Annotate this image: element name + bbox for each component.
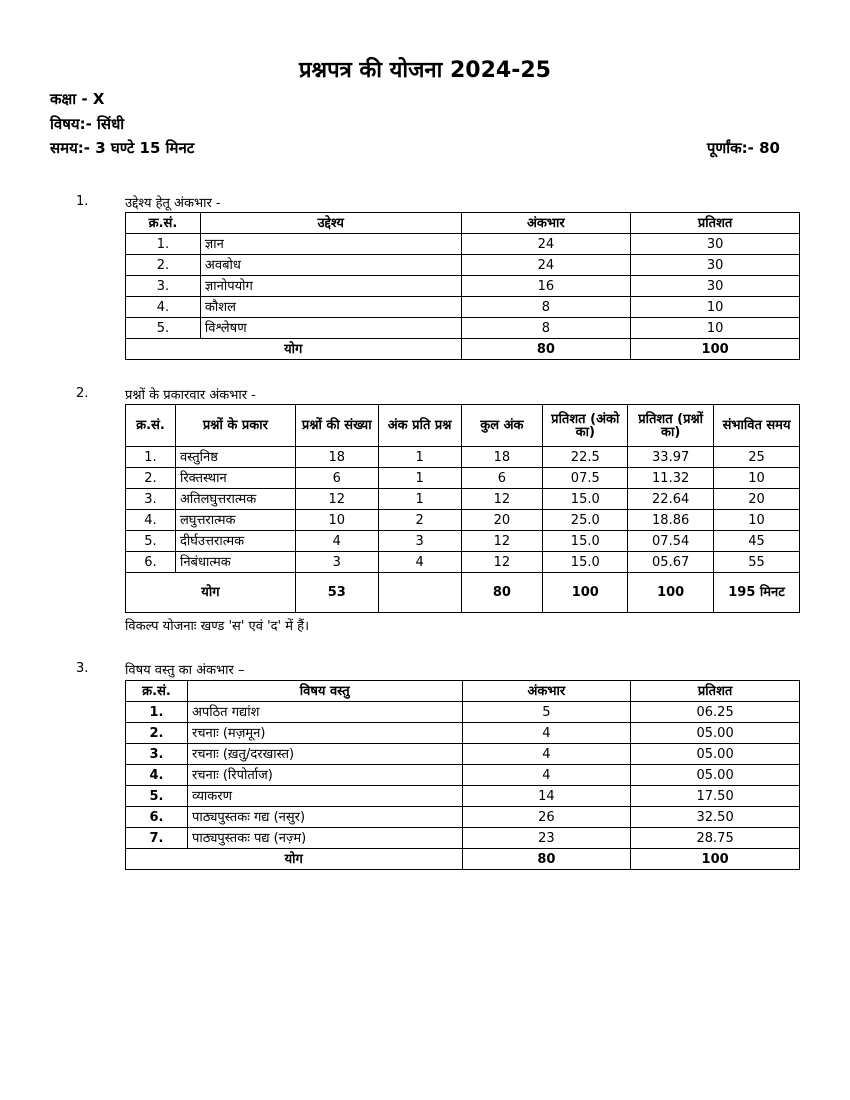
table-cell: रचनाः (रिपोर्ताज) <box>187 765 462 786</box>
table-cell: 20 <box>461 510 543 531</box>
table-cell: 4 <box>462 765 631 786</box>
table-row <box>126 828 800 849</box>
table-cell <box>378 573 461 613</box>
total-label: योग <box>126 339 462 360</box>
table-cell: 10 <box>295 510 378 531</box>
section1-title: उद्देश्य हेतू अंकभार - <box>125 196 221 211</box>
table-header-row <box>126 405 800 447</box>
table-cell: ज्ञानोपयोग <box>200 276 461 297</box>
table-cell: 05.00 <box>631 765 800 786</box>
table-cell: 15.0 <box>543 531 628 552</box>
objective-weightage-table <box>125 212 800 360</box>
table-row <box>126 489 800 510</box>
table-cell: 100 <box>628 573 714 613</box>
table-row <box>126 765 800 786</box>
table-cell: 2. <box>126 468 176 489</box>
table-cell: ज्ञान <box>200 234 461 255</box>
table-cell: पाठ्यपुस्तकः पद्य (नज़्म) <box>187 828 462 849</box>
section3-number: 3. <box>76 661 89 676</box>
table-cell: 53 <box>295 573 378 613</box>
table-cell: 25 <box>714 447 800 468</box>
table-cell: 30 <box>631 276 800 297</box>
column-header: अंकभार <box>462 681 631 702</box>
subject-line: विषय:- सिंधी <box>50 115 125 133</box>
table-cell: 5 <box>462 702 631 723</box>
table-cell: 1 <box>378 468 461 489</box>
table-cell: 22.5 <box>543 447 628 468</box>
table-cell: विश्लेषण <box>200 318 461 339</box>
table-row <box>126 468 800 489</box>
table-cell: 1. <box>126 447 176 468</box>
table-cell: 3 <box>295 552 378 573</box>
table-cell: 10 <box>714 468 800 489</box>
table-row <box>126 807 800 828</box>
table-cell: 5. <box>126 531 176 552</box>
table-cell: रचनाः (ख़तु/दरखास्त) <box>187 744 462 765</box>
table-cell: 80 <box>461 573 543 613</box>
table-cell: 17.50 <box>631 786 800 807</box>
table-cell: 18.86 <box>628 510 714 531</box>
table-cell: निबंधात्मक <box>175 552 295 573</box>
table-cell: 07.5 <box>543 468 628 489</box>
column-header: संभावित समय <box>714 405 800 447</box>
column-header: कुल अंक <box>461 405 543 447</box>
section1-number: 1. <box>76 194 89 209</box>
table-cell: 3. <box>126 276 201 297</box>
table-cell: 4 <box>462 723 631 744</box>
column-header: प्रतिशत (अंको का) <box>543 405 628 447</box>
table-cell: 16 <box>461 276 631 297</box>
table-cell: 28.75 <box>631 828 800 849</box>
column-header: विषय वस्तु <box>187 681 462 702</box>
column-header: प्रश्नों के प्रकार <box>175 405 295 447</box>
table-cell: 8 <box>461 318 631 339</box>
table-cell: 32.50 <box>631 807 800 828</box>
table-cell: 4 <box>378 552 461 573</box>
table-total-row <box>126 339 800 360</box>
total-label: योग <box>126 573 296 613</box>
table-cell: 15.0 <box>543 489 628 510</box>
table-header-row <box>126 681 800 702</box>
table-row <box>126 723 800 744</box>
table-cell: 14 <box>462 786 631 807</box>
column-header: क्र.सं. <box>126 213 201 234</box>
class-line: कक्षा - X <box>50 90 105 108</box>
table-cell: 24 <box>461 234 631 255</box>
table-cell: वस्तुनिष्ठ <box>175 447 295 468</box>
table-cell: 20 <box>714 489 800 510</box>
table-header-row <box>126 213 800 234</box>
table-cell: 18 <box>295 447 378 468</box>
table-row <box>126 276 800 297</box>
table-cell: 23 <box>462 828 631 849</box>
page-title: प्रश्नपत्र की योजना 2024-25 <box>299 58 551 83</box>
table-cell: पाठ्यपुस्तकः गद्य (नसुर) <box>187 807 462 828</box>
table-cell: 5. <box>126 786 188 807</box>
table-cell: 15.0 <box>543 552 628 573</box>
table-cell: 2. <box>126 255 201 276</box>
table-cell: 07.54 <box>628 531 714 552</box>
table-cell: 33.97 <box>628 447 714 468</box>
table-cell: 2. <box>126 723 188 744</box>
table-cell: व्याकरण <box>187 786 462 807</box>
table-cell: 25.0 <box>543 510 628 531</box>
table-row <box>126 510 800 531</box>
table-cell: 7. <box>126 828 188 849</box>
table-cell: 30 <box>631 255 800 276</box>
table-cell: 8 <box>461 297 631 318</box>
table-cell: 18 <box>461 447 543 468</box>
table-cell: 80 <box>461 339 631 360</box>
table-total-row <box>126 573 800 613</box>
table-cell: 10 <box>631 297 800 318</box>
table-row <box>126 786 800 807</box>
table-cell: रिक्तस्थान <box>175 468 295 489</box>
table-cell: 4. <box>126 297 201 318</box>
table-cell: 6. <box>126 552 176 573</box>
table-row <box>126 255 800 276</box>
table-cell: 24 <box>461 255 631 276</box>
table-cell: अतिलघुत्तरात्मक <box>175 489 295 510</box>
table-cell: 100 <box>543 573 628 613</box>
table-row <box>126 531 800 552</box>
table-row <box>126 234 800 255</box>
table-cell: 2 <box>378 510 461 531</box>
table-cell: 100 <box>631 849 800 870</box>
table-cell: 1. <box>126 234 201 255</box>
table-row <box>126 318 800 339</box>
table-cell: 45 <box>714 531 800 552</box>
table-cell: 4. <box>126 510 176 531</box>
table-cell: 1 <box>378 489 461 510</box>
table-cell: 12 <box>295 489 378 510</box>
column-header: प्रतिशत <box>631 681 800 702</box>
table-cell: लघुत्तरात्मक <box>175 510 295 531</box>
table-cell: 6 <box>461 468 543 489</box>
table-cell: 06.25 <box>631 702 800 723</box>
table-row <box>126 447 800 468</box>
column-header: प्रतिशत (प्रश्नों का) <box>628 405 714 447</box>
content-weightage-table <box>125 680 800 870</box>
section2-title: प्रश्नों के प्रकारवार अंकभार - <box>125 388 256 403</box>
table-row <box>126 744 800 765</box>
total-label: योग <box>126 849 463 870</box>
table-cell: 05.00 <box>631 723 800 744</box>
table-cell: 4 <box>295 531 378 552</box>
table-cell: 11.32 <box>628 468 714 489</box>
question-type-weightage-table <box>125 404 800 613</box>
table-cell: 195 मिनट <box>714 573 800 613</box>
table-cell: 100 <box>631 339 800 360</box>
table-cell: 10 <box>714 510 800 531</box>
table-cell: 6 <box>295 468 378 489</box>
column-header: उद्देश्य <box>200 213 461 234</box>
options-note: विकल्प योजनाः खण्ड 'स' एवं 'द' में हैं। <box>125 619 309 634</box>
table-cell: अपठित गद्यांश <box>187 702 462 723</box>
table-cell: 30 <box>631 234 800 255</box>
section3-title: विषय वस्तु का अंकभार – <box>125 663 245 678</box>
table-cell: 12 <box>461 552 543 573</box>
table-total-row <box>126 849 800 870</box>
column-header: प्रश्नों की संख्या <box>295 405 378 447</box>
table-cell: रचनाः (मज़मून) <box>187 723 462 744</box>
table-cell: 4. <box>126 765 188 786</box>
table-cell: 6. <box>126 807 188 828</box>
table-cell: 12 <box>461 489 543 510</box>
table-cell: 1 <box>378 447 461 468</box>
column-header: अंकभार <box>461 213 631 234</box>
table-cell: 5. <box>126 318 201 339</box>
column-header: क्र.सं. <box>126 405 176 447</box>
table-row <box>126 702 800 723</box>
table-row <box>126 552 800 573</box>
table-cell: 80 <box>462 849 631 870</box>
table-cell: अवबोध <box>200 255 461 276</box>
table-cell: 05.67 <box>628 552 714 573</box>
table-cell: दीर्घउत्तरात्मक <box>175 531 295 552</box>
table-cell: कौशल <box>200 297 461 318</box>
table-cell: 1. <box>126 702 188 723</box>
table-cell: 3 <box>378 531 461 552</box>
column-header: क्र.सं. <box>126 681 188 702</box>
table-cell: 3. <box>126 489 176 510</box>
table-cell: 26 <box>462 807 631 828</box>
table-cell: 4 <box>462 744 631 765</box>
total-marks-line: पूर्णांक:- 80 <box>706 139 780 157</box>
table-cell: 12 <box>461 531 543 552</box>
column-header: प्रतिशत <box>631 213 800 234</box>
time-line: समय:- 3 घण्टे 15 मिनट <box>50 139 195 157</box>
column-header: अंक प्रति प्रश्न <box>378 405 461 447</box>
table-cell: 10 <box>631 318 800 339</box>
table-cell: 22.64 <box>628 489 714 510</box>
table-cell: 3. <box>126 744 188 765</box>
table-cell: 55 <box>714 552 800 573</box>
table-row <box>126 297 800 318</box>
table-cell: 05.00 <box>631 744 800 765</box>
section2-number: 2. <box>76 386 89 401</box>
